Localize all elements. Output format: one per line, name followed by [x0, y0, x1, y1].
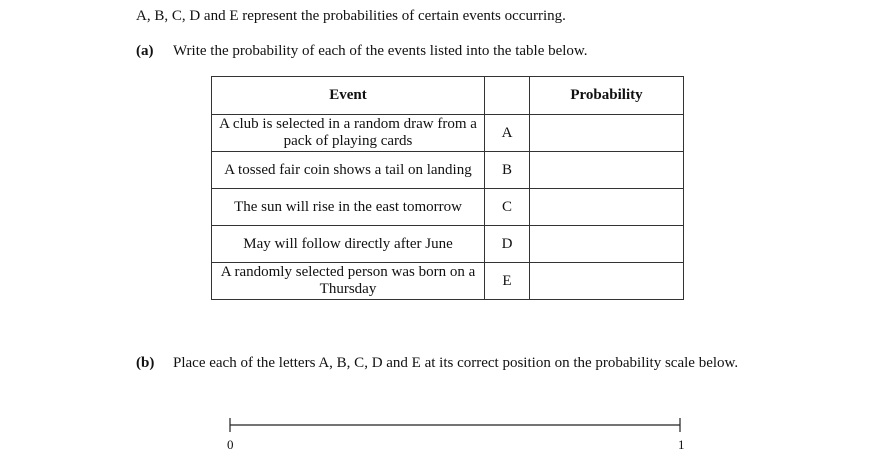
question-a [136, 41, 588, 61]
event-cell: A tossed fair coin shows a tail on landing [212, 152, 485, 189]
letter-cell: A [485, 115, 530, 152]
event-cell: The sun will rise in the east tomorrow [212, 189, 485, 226]
probability-cell[interactable] [530, 226, 684, 263]
table-row [212, 263, 684, 300]
probability-cell[interactable] [530, 115, 684, 152]
table-row [212, 152, 684, 189]
event-text: A club is selected in a random draw from a pack of playing cards [219, 116, 477, 149]
scale-label-one: 1 [678, 437, 685, 452]
table-header-row [212, 77, 684, 115]
question-a-text: Write the probability of each of the events listed into the table below. [173, 43, 588, 59]
probability-cell[interactable] [530, 152, 684, 189]
table-row [212, 115, 684, 152]
event-cell: May will follow directly after June [212, 226, 485, 263]
event-cell [212, 115, 485, 152]
table-row [212, 189, 684, 226]
letter-cell: D [485, 226, 530, 263]
letter-cell: C [485, 189, 530, 226]
event-cell [212, 263, 485, 300]
probability-cell[interactable] [530, 263, 684, 300]
event-text: A randomly selected person was born on a Thursday [220, 264, 476, 297]
header-probability: Probability [530, 77, 684, 115]
letter-cell: B [485, 152, 530, 189]
header-letter [485, 77, 530, 115]
intro-text: A, B, C, D and E represent the probabilities of certain events occurring. [136, 8, 566, 24]
question-b [136, 353, 738, 373]
events-table [211, 76, 684, 300]
question-a-label: (a) [136, 43, 154, 59]
table-row [212, 226, 684, 263]
question-b-text: Place each of the letters A, B, C, D and E at its correct position on the probability scale below. [173, 355, 739, 371]
probability-cell[interactable] [530, 189, 684, 226]
question-b-label: (b) [136, 355, 155, 371]
probability-scale [220, 410, 690, 436]
scale-label-zero: 0 [227, 437, 234, 452]
letter-cell: E [485, 263, 530, 300]
header-event: Event [212, 77, 485, 115]
